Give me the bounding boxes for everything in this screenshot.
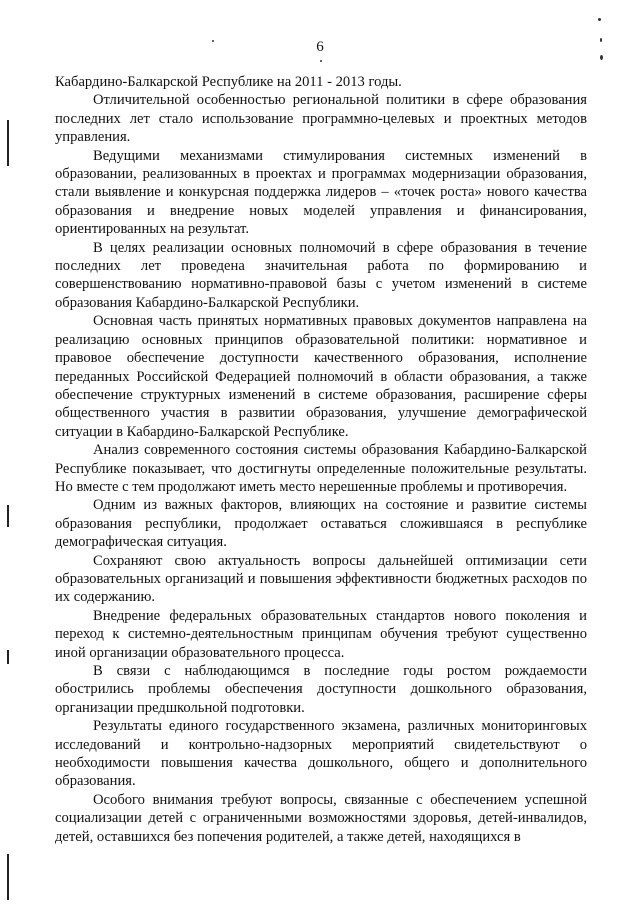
paragraph: Кабардино-Балкарской Республике на 2011 - 2013 годы. bbox=[55, 74, 402, 90]
paragraph: Внедрение федеральных образовательных стандартов нового поколения и переход к системно-деятельностным принципам обучения требуют существенно иной организации образовательного процесса. bbox=[55, 607, 587, 661]
paragraph: Анализ современного состояния системы образования Кабардино-Балкарской Республике показывает, что достигнуты определенные положительные результаты. Но вместе с тем продолжают иметь место нерешенные проблемы и противоречия. bbox=[55, 442, 587, 495]
scan-speck bbox=[320, 60, 322, 62]
paragraph: В целях реализации основных полномочий в сфере образования в течение последних лет проведена значительная работа по формированию и совершенствованию нормативно-правовой базы с учетом изменений в системе образования Кабардино-Балкарской Республики. bbox=[55, 239, 587, 311]
scan-edge-mark bbox=[7, 120, 9, 166]
scan-speck bbox=[600, 55, 603, 60]
paragraph: В связи с наблюдающимся в последние годы ростом рождаемости обострились проблемы обеспечения доступности дошкольного образования, организации предшкольной подготовки. bbox=[55, 663, 587, 716]
scan-speck bbox=[598, 18, 601, 21]
paragraph: Ведущими механизмами стимулирования системных изменений в образовании, реализованных в проектах и программах модернизации образования, стали выявление и конкурсная поддержка лидеров – «точек роста» нового качества образования и внедрение новых моделей управления и финансирования, ориентированных на результат. bbox=[55, 147, 587, 238]
paragraph: Основная часть принятых нормативных правовых документов направлена на реализацию основных принципов образовательной политики: нормативное и правовое обеспечение доступности качественного образования, исполнение переданных Российской Федерацией полномочий в области образования, а также обеспечение структурных изменений в системе образования, расширение сферы общественного участия в развитии образования, улучшение демографической ситуации в Кабардино-Балкарской Республике. bbox=[55, 313, 587, 440]
scan-speck bbox=[600, 38, 602, 42]
scan-edge-mark bbox=[7, 854, 9, 900]
scan-edge-mark bbox=[7, 650, 9, 664]
paragraph: Особого внимания требуют вопросы, связанные с обеспечением успешной социализации детей с ограниченными возможностями здоровья, детей-инвалидов, детей, оставшихся без попечения родителей, а также детей, находящихся в bbox=[55, 791, 587, 845]
scan-speck bbox=[212, 40, 214, 42]
paragraph: Сохраняют свою актуальность вопросы дальнейшей оптимизации сети образовательных организаций и повышения эффективности бюджетных расходов по их содержанию. bbox=[55, 552, 587, 606]
document-body bbox=[55, 73, 587, 846]
paragraph: Отличительной особенностью региональной политики в сфере образования последних лет стало использование программно-целевых и проектных методов управления. bbox=[55, 92, 587, 146]
page-number: 6 bbox=[316, 39, 324, 55]
paragraph: Результаты единого государственного экзамена, различных мониторинговых исследований и контрольно-надзорных мероприятий свидетельствуют о необходимости повышения качества дошкольного, общего и дополнительного образования. bbox=[55, 718, 587, 790]
scan-edge-mark bbox=[7, 505, 9, 527]
paragraph: Одним из важных факторов, влияющих на состояние и развитие системы образования республики, продолжает оставаться сложившаяся в республике демографическая ситуация. bbox=[55, 497, 587, 551]
